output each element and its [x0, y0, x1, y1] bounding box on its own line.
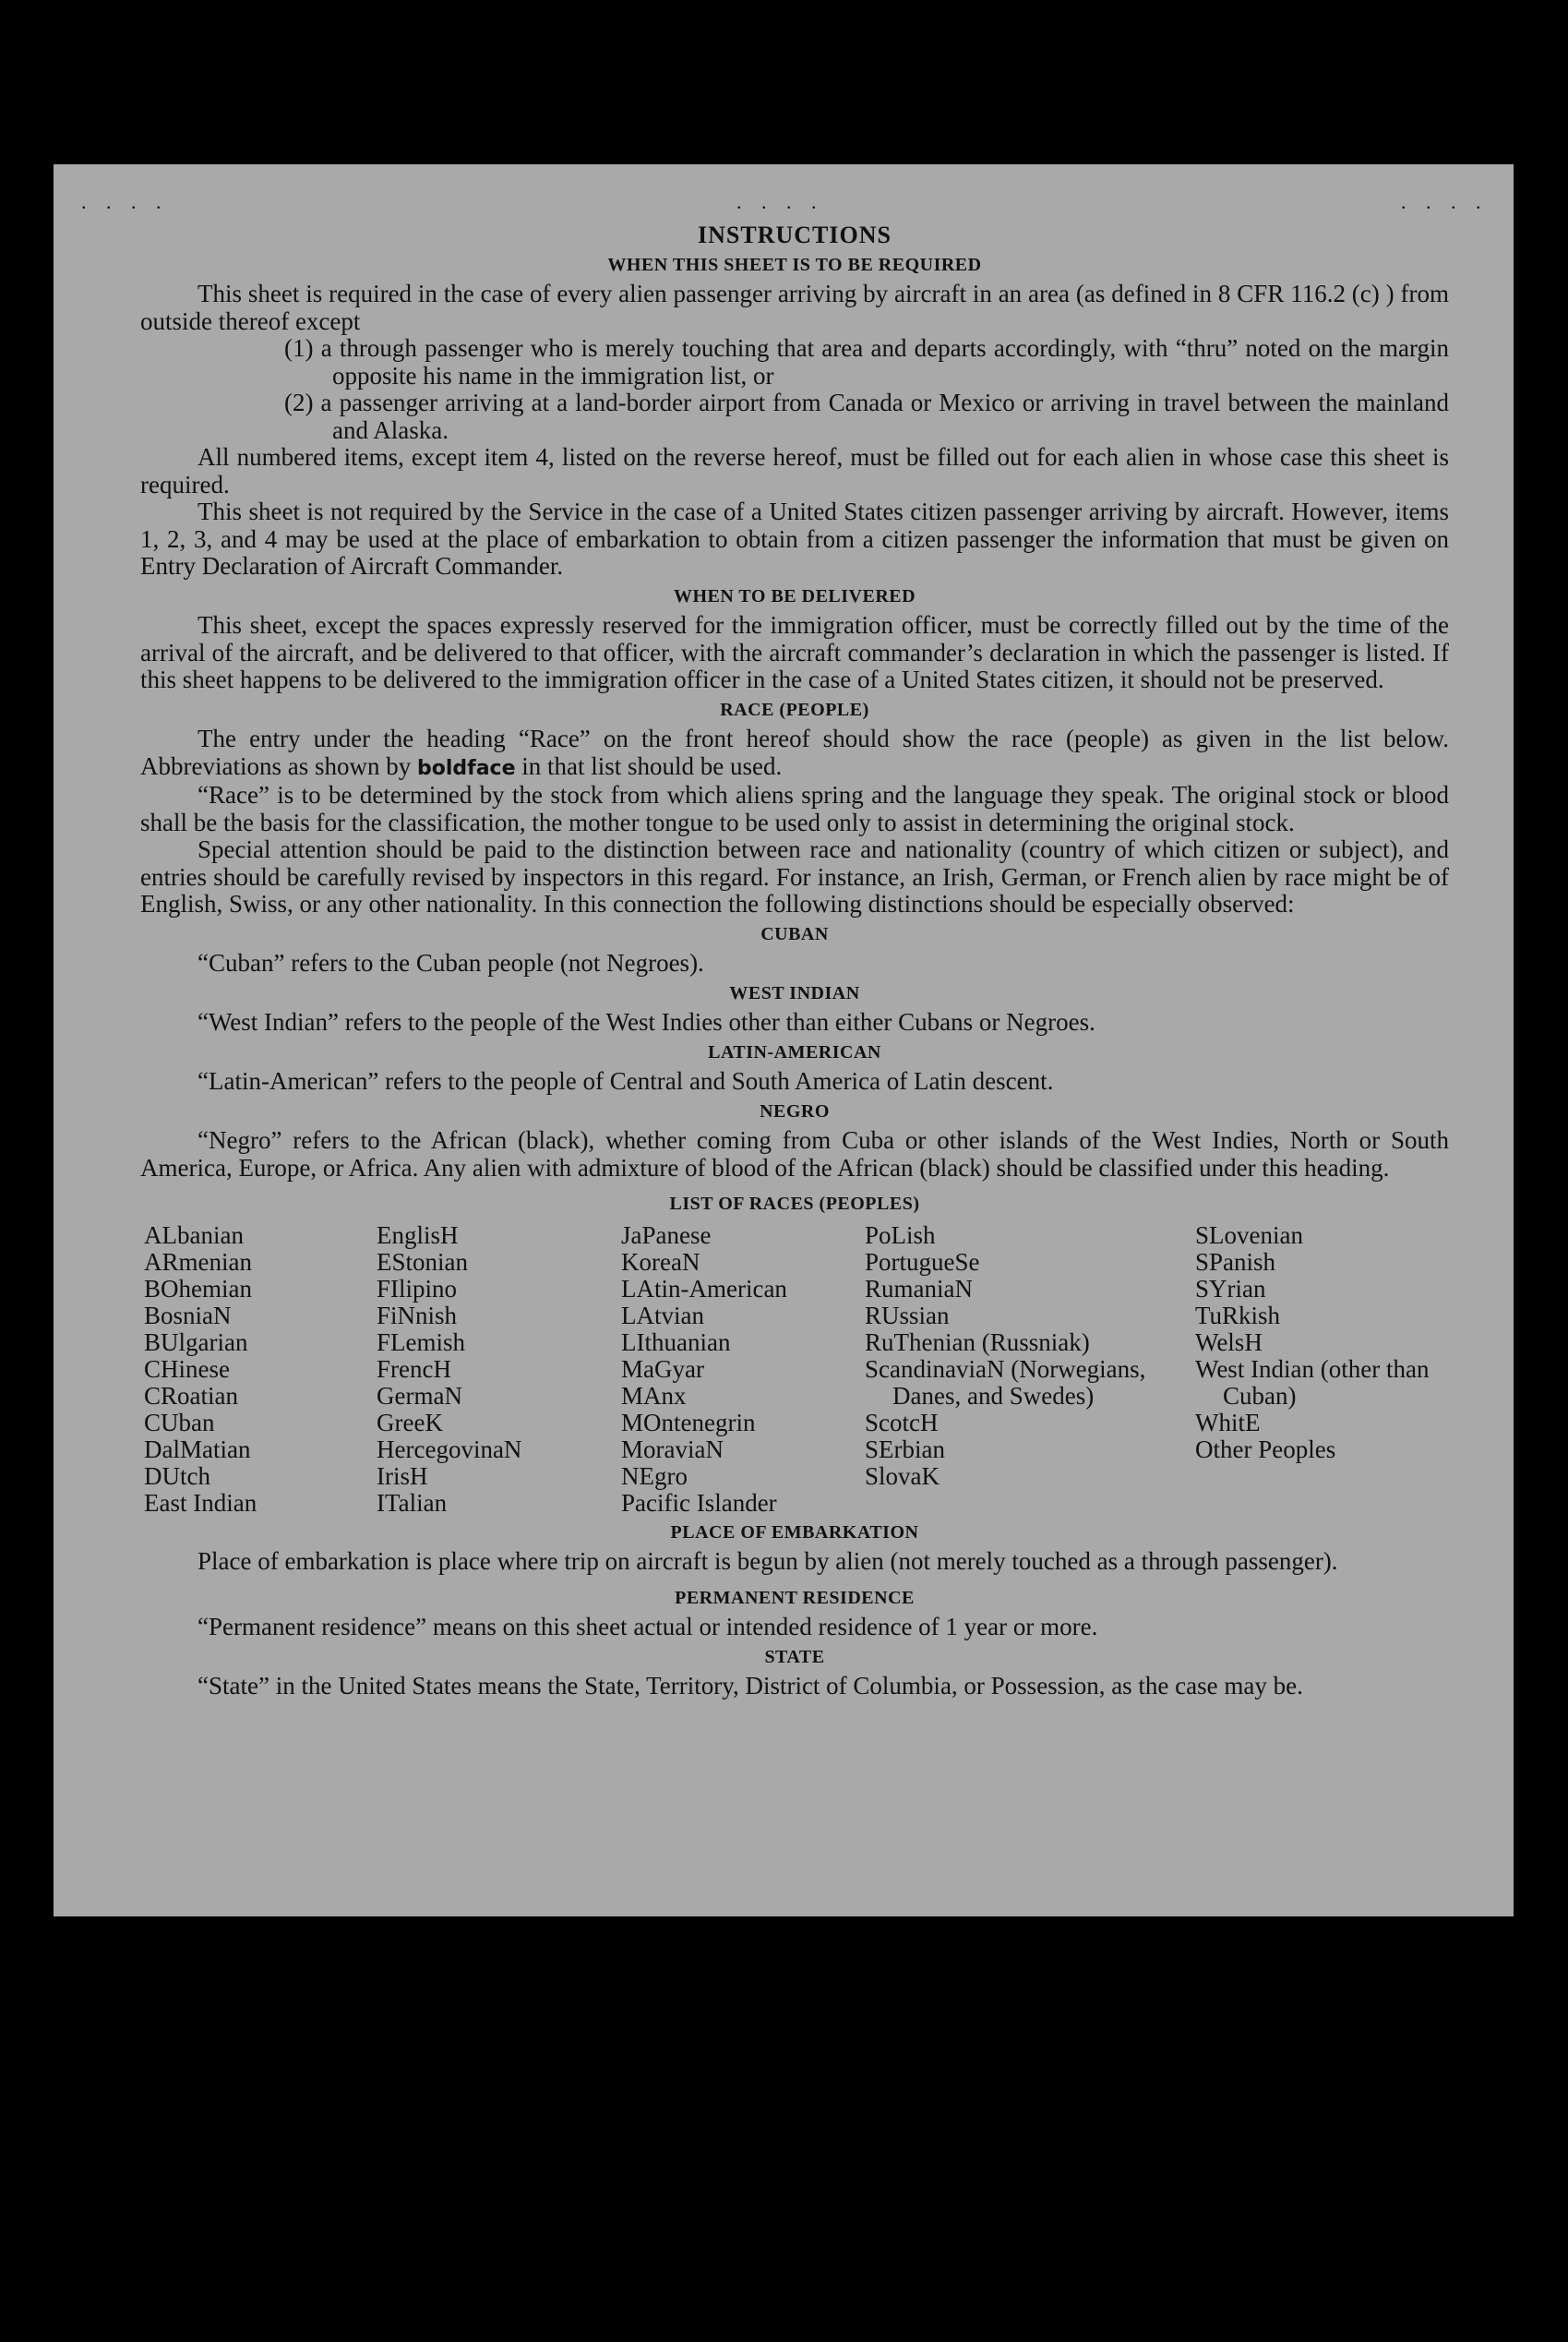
race-entry: SLovenian: [1195, 1220, 1303, 1249]
race-entry: IrisH: [377, 1461, 428, 1490]
race-entry: FiNnish: [377, 1301, 458, 1329]
race-entry: EStonian: [377, 1247, 468, 1276]
document-title: INSTRUCTIONS: [698, 222, 892, 248]
race-entry: East Indian: [144, 1488, 257, 1517]
race-entry: MoraviaN: [621, 1435, 724, 1463]
heading-latin-american: LATIN-AMERICAN: [708, 1041, 881, 1063]
document-sheet: [54, 164, 1514, 1916]
race-entry: SYrian: [1195, 1274, 1266, 1303]
race-entry: WhitE: [1195, 1408, 1261, 1436]
race-entry-text-b: in that list should be used.: [521, 751, 783, 780]
race-entry: Pacific Islander: [621, 1488, 777, 1517]
races-list: [144, 1222, 1449, 1517]
race-entry-text-a: The entry under the heading “Race” on the front hereof should show the race (people) as given in the list below. Abbreviations as shown by: [140, 725, 1449, 780]
edge-marks-right: . . . .: [1401, 190, 1489, 213]
heading-cuban: CUBAN: [760, 923, 829, 944]
races-column-1: [144, 1222, 377, 1517]
race-entry: CHinese: [144, 1354, 230, 1383]
race-entry: ScandinaviaN (Norwegians, Danes, and Swedes): [865, 1354, 1146, 1410]
race-entry: BOhemian: [144, 1274, 252, 1303]
race-entry: ITalian: [377, 1488, 448, 1517]
paragraph-required-intro: This sheet is required in the case of every alien passenger arriving by aircraft in an area (as defined in 8 CFR 116.2 (c) ) from outside thereof except: [140, 280, 1449, 335]
race-entry: FLemish: [377, 1327, 466, 1356]
race-entry: West Indian (other than Cuban): [1195, 1354, 1430, 1410]
race-entry: RUssian: [865, 1301, 950, 1329]
race-entry: BUlgarian: [144, 1327, 248, 1356]
race-entry: ARmenian: [144, 1247, 252, 1276]
race-entry: DalMatian: [144, 1435, 251, 1463]
boldface-word: boldface: [416, 756, 516, 780]
heading-place-of-embarkation: PLACE OF EMBARKATION: [670, 1521, 919, 1543]
races-column-5: [1195, 1222, 1454, 1517]
race-entry: TuRkish: [1195, 1301, 1281, 1329]
paragraph-numbered-items: All numbered items, except item 4, listed on the reverse hereof, must be filled out for each alien in whose case this sheet is required.: [140, 443, 1449, 498]
race-entry: GreeK: [377, 1408, 443, 1436]
edge-marks-center: . . . .: [736, 190, 824, 213]
race-entry: FrencH: [377, 1354, 451, 1383]
race-entry: FIlipino: [377, 1274, 458, 1303]
race-entry: Other Peoples: [1195, 1435, 1336, 1463]
paragraph-race-stock: “Race” is to be determined by the stock from which aliens spring and the language they speak. The original stock or blood shall be the basis for the classification, the mother tongue to be used only to assist in determining the original stock.: [140, 781, 1449, 836]
paragraph-race-nationality: Special attention should be paid to the distinction between race and nationality (country of which citizen or subject), and entries should be carefully revised by inspectors in this regard. For instance, an Irish, German, or French alien by race might be of English, Swiss, or any other nationality. In this connection the following distinctions should be especially observed:: [140, 835, 1449, 918]
paragraph-cuban: “Cuban” refers to the Cuban people (not Negroes).: [197, 949, 704, 977]
heading-race: RACE (PEOPLE): [720, 699, 869, 720]
race-entry: LAtvian: [621, 1301, 704, 1329]
races-column-2: [377, 1222, 621, 1517]
race-entry: DUtch: [144, 1461, 210, 1490]
race-entry: CRoatian: [144, 1381, 238, 1410]
race-entry: LIthuanian: [621, 1327, 731, 1356]
race-entry: JaPanese: [621, 1220, 712, 1249]
race-entry: RuThenian (Russniak): [865, 1327, 1090, 1356]
race-entry: SPanish: [1195, 1247, 1276, 1276]
race-entry: MOntenegrin: [621, 1408, 756, 1436]
paragraph-embarkation: Place of embarkation is place where trip on aircraft is begun by alien (not merely touched as a through passenger).: [197, 1547, 1338, 1575]
paragraph-state: “State” in the United States means the State, Territory, District of Columbia, or Possession, as the case may be.: [197, 1672, 1303, 1699]
heading-when-required: WHEN THIS SHEET IS TO BE REQUIRED: [607, 254, 982, 275]
races-column-4: [865, 1222, 1195, 1517]
exception-item-2: (2) a passenger arriving at a land-border airport from Canada or Mexico or arriving in travel between the mainland and Alaska.: [284, 389, 1449, 444]
heading-negro: NEGRO: [760, 1100, 830, 1122]
race-entry: PortugueSe: [865, 1247, 980, 1276]
paragraph-delivery: This sheet, except the spaces expressly reserved for the immigration officer, must be correctly filled out by the time of the arrival of the aircraft, and be delivered to that officer, with the aircraft commander’s declaration in which the passenger is listed. If this sheet happens to be delivered to the immigration officer in the case of a United States citizen, it should not be preserved.: [140, 611, 1449, 693]
race-entry: CUban: [144, 1408, 215, 1436]
race-entry: GermaN: [377, 1381, 462, 1410]
race-entry: MAnx: [621, 1381, 687, 1410]
race-entry: MaGyar: [621, 1354, 704, 1383]
race-entry: NEgro: [621, 1461, 688, 1490]
paragraph-latin-american: “Latin-American” refers to the people of Central and South America of Latin descent.: [197, 1067, 1054, 1095]
race-entry: BosniaN: [144, 1301, 232, 1329]
paragraph-race-entry: [140, 726, 1449, 782]
race-entry: SlovaK: [865, 1461, 940, 1490]
paragraph-west-indian: “West Indian” refers to the people of the West Indies other than either Cubans or Negroes.: [197, 1008, 1095, 1036]
heading-list-of-races: LIST OF RACES (PEOPLES): [669, 1194, 920, 1214]
race-entry: EnglisH: [377, 1220, 459, 1249]
heading-state: STATE: [764, 1646, 825, 1667]
race-entry: ALbanian: [144, 1220, 244, 1249]
paragraph-negro: “Negro” refers to the African (black), whether coming from Cuba or other islands of the West Indies, North or South America, Europe, or Africa. Any alien with admixture of blood of the African (black) should be classified under this heading.: [140, 1126, 1449, 1182]
race-entry: ScotcH: [865, 1408, 939, 1436]
edge-marks-left: . . . .: [81, 190, 169, 213]
races-column-3: [621, 1222, 865, 1517]
race-entry: WelsH: [1195, 1327, 1263, 1356]
race-entry: SErbian: [865, 1435, 945, 1463]
heading-permanent-residence: PERMANENT RESIDENCE: [675, 1587, 915, 1608]
heading-west-indian: WEST INDIAN: [729, 982, 860, 1003]
race-entry: RumaniaN: [865, 1274, 973, 1303]
paragraph-permanent-residence: “Permanent residence” means on this sheet actual or intended residence of 1 year or more.: [197, 1613, 1098, 1640]
race-entry: KoreaN: [621, 1247, 700, 1276]
race-entry: HercegovinaN: [377, 1435, 522, 1463]
race-entry: LAtin-American: [621, 1274, 787, 1303]
exception-item-1: (1) a through passenger who is merely touching that area and departs accordingly, with “thru” noted on the margin opposite his name in the immigration list, or: [284, 334, 1449, 390]
race-entry: PoLish: [865, 1220, 936, 1249]
heading-when-delivered: WHEN TO BE DELIVERED: [673, 585, 916, 607]
paragraph-citizen-passenger: This sheet is not required by the Service in the case of a United States citizen passenger arriving by aircraft. However, items 1, 2, 3, and 4 may be used at the place of embarkation to obtain from a citizen passenger the information that must be given on Entry Declaration of Aircraft Commander.: [140, 498, 1449, 580]
